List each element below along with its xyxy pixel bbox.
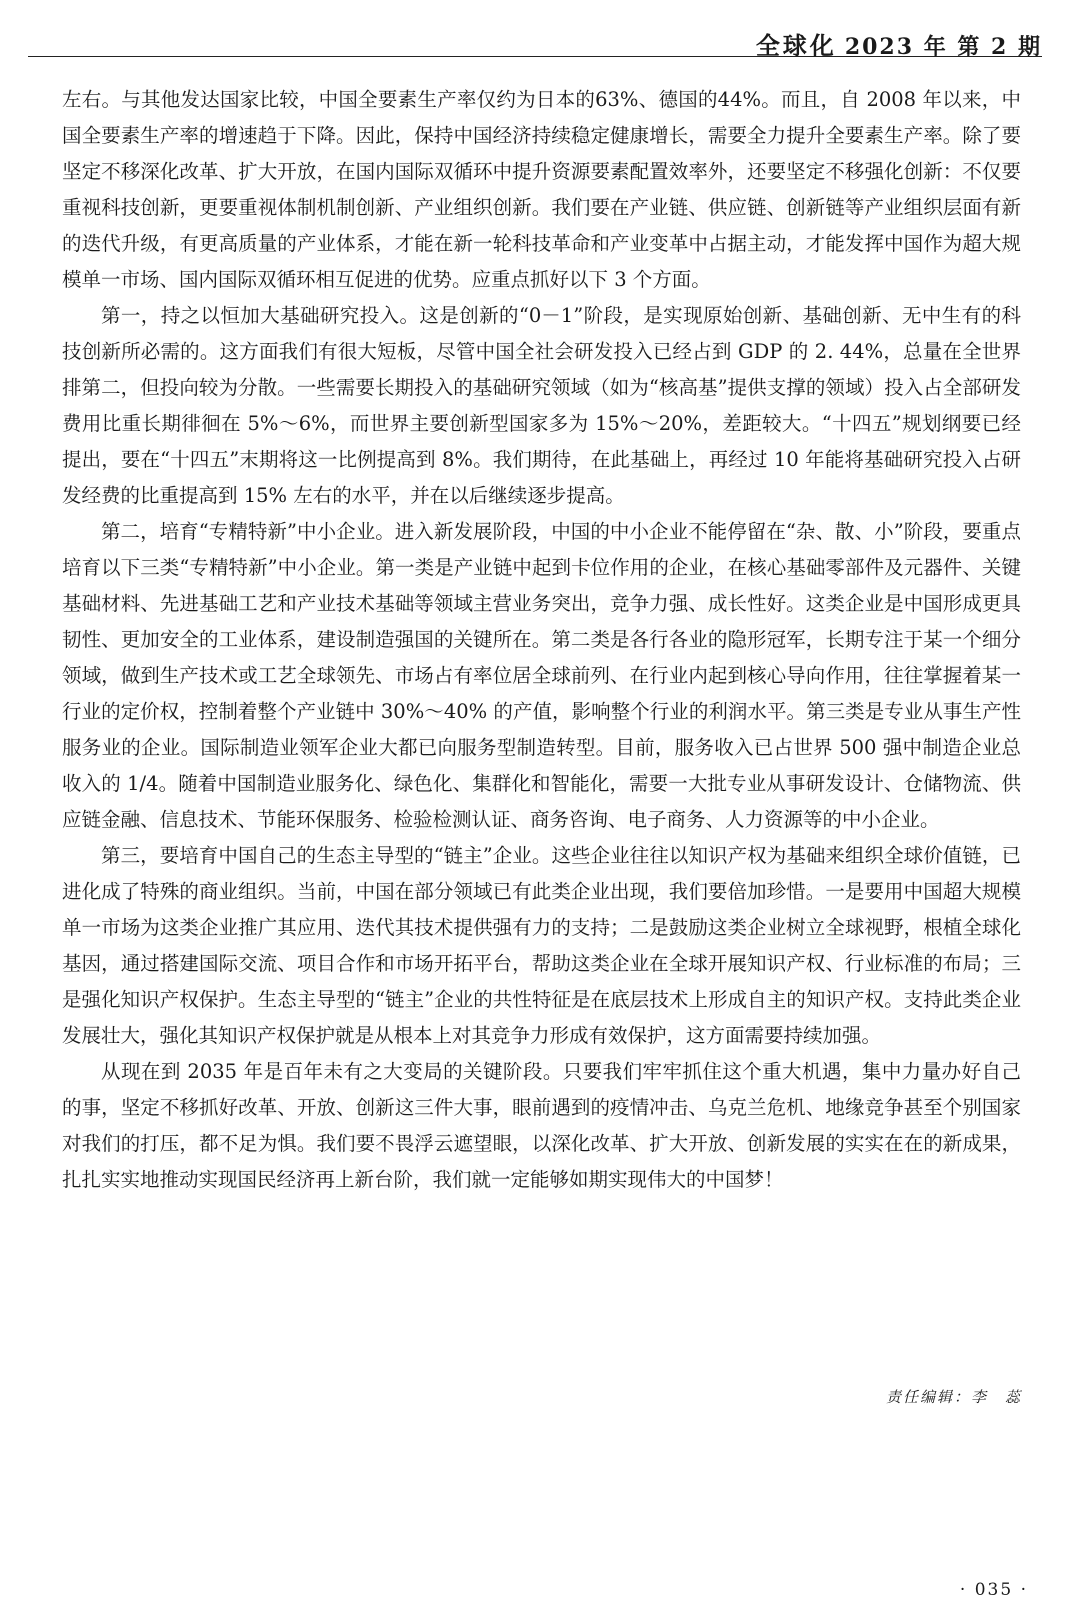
paragraph-chain-leaders: 第三，要培育中国自己的生态主导型的“链主”企业。这些企业往往以知识产权为基础来组织全球价值链，已进化成了特殊的商业组织。当前，中国在部分领域已有此类企业出现，我们要倍加珍惜。一是要用中国超大规模单一市场为这类企业推广其应用、迭代其技术提供强有力的支持；二是鼓励这类企业树立全球视野，根植全球化基因，通过搭建国际交流、项目合作和市场开拓平台，帮助这类企业在全球开展知识产权、行业标准的布局；三是强化知识产权保护。生态主导型的“链主”企业的共性特征是在底层技术上形成自主的知识产权。支持此类企业发展壮大，强化其知识产权保护就是从根本上对其竞争力形成有效保护，这方面需要持续加强。 — [62, 844, 1021, 1047]
responsible-editor: 责任编辑：李 蕊 — [885, 1388, 1022, 1406]
issue-label: 2023 年 第 2 期 — [844, 34, 1042, 60]
paragraph-conclusion: 从现在到 2035 年是百年未有之大变局的关键阶段。只要我们牢牢抓住这个重大机遇，集中力量办好自己的事，坚定不移抓好改革、开放、创新这三件大事，眼前遇到的疫情冲击、乌克兰危机、地缘竞争甚至个别国家对我们的打压，都不足为惧。我们要不畏浮云遮望眼，以深化改革、扩大开放、创新发展的实实在在的新成果，扎扎实实地推动实现国民经济再上新台阶，我们就一定能够如期实现伟大的中国梦！ — [62, 1060, 1021, 1191]
paragraph-specialized-smes: 第二，培育“专精特新”中小企业。进入新发展阶段，中国的中小企业不能停留在“杂、散、小”阶段，要重点培育以下三类“专精特新”中小企业。第一类是产业链中起到卡位作用的企业，在核心基础零部件及元器件、关键基础材料、先进基础工艺和产业技术基础等领域主营业务突出，竞争力强、成长性好。这类企业是中国形成更具韧性、更加安全的工业体系，建设制造强国的关键所在。第二类是各行各业的隐形冠军，长期专注于某一个细分领域，做到生产技术或工艺全球领先、市场占有率位居全球前列、在行业内起到核心导向作用，往往掌握着某一行业的定价权，控制着整个产业链中 30%～40% 的产值，影响整个行业的利润水平。第三类是专业从事生产性服务业的企业。国际制造业领军企业大都已向服务型制造转型。目前，服务收入已占世界 500 强中制造企业总收入的 1/4。随着中国制造业服务化、绿色化、集群化和智能化，需要一大批专业从事研发设计、仓储物流、供应链金融、信息技术、节能环保服务、检验检测认证、商务咨询、电子商务、人力资源等的中小企业。 — [62, 520, 1021, 831]
running-header — [28, 12, 1042, 60]
journal-issue-header — [756, 26, 1042, 61]
journal-name: 全球化 — [755, 31, 837, 60]
paragraph-basic-research: 第一，持之以恒加大基础研究投入。这是创新的“0－1”阶段，是实现原始创新、基础创新、无中生有的科技创新所必需的。这方面我们有很大短板，尽管中国全社会研发投入已经占到 GDP 的 2. 44%，总量在全世界排第二，但投向较为分散。一些需要长期投入的基础研究领域（如为“核高基”提供支撑的领域）投入占全部研发费用比重长期徘徊在 5%～6%，而世界主要创新型国家多为 15%～20%，差距较大。“十四五”规划纲要已经提出，要在“十四五”末期将这一比例提高到 8%。我们期待，在此基础上，再经过 10 年能将基础研究投入占研发经费的比重提高到 15% 左右的水平，并在以后继续逐步提高。 — [62, 304, 1021, 507]
paragraph-continued: 左右。与其他发达国家比较，中国全要素生产率仅约为日本的63%、德国的44%。而且，自 2008 年以来，中国全要素生产率的增速趋于下降。因此，保持中国经济持续稳定健康增长，需要全力提升全要素生产率。除了要坚定不移深化改革、扩大开放，在国内国际双循环中提升资源要素配置效率外，还要坚定不移强化创新：不仅要重视科技创新，更要重视体制机制创新、产业组织创新。我们要在产业链、供应链、创新链等产业组织层面有新的迭代升级，有更高质量的产业体系，才能在新一轮科技革命和产业变革中占据主动，才能发挥中国作为超大规模单一市场、国内国际双循环相互促进的优势。应重点抓好以下 3 个方面。 — [62, 88, 1021, 291]
article-body — [62, 82, 1021, 1198]
page-number: · 035 · — [959, 1580, 1028, 1600]
